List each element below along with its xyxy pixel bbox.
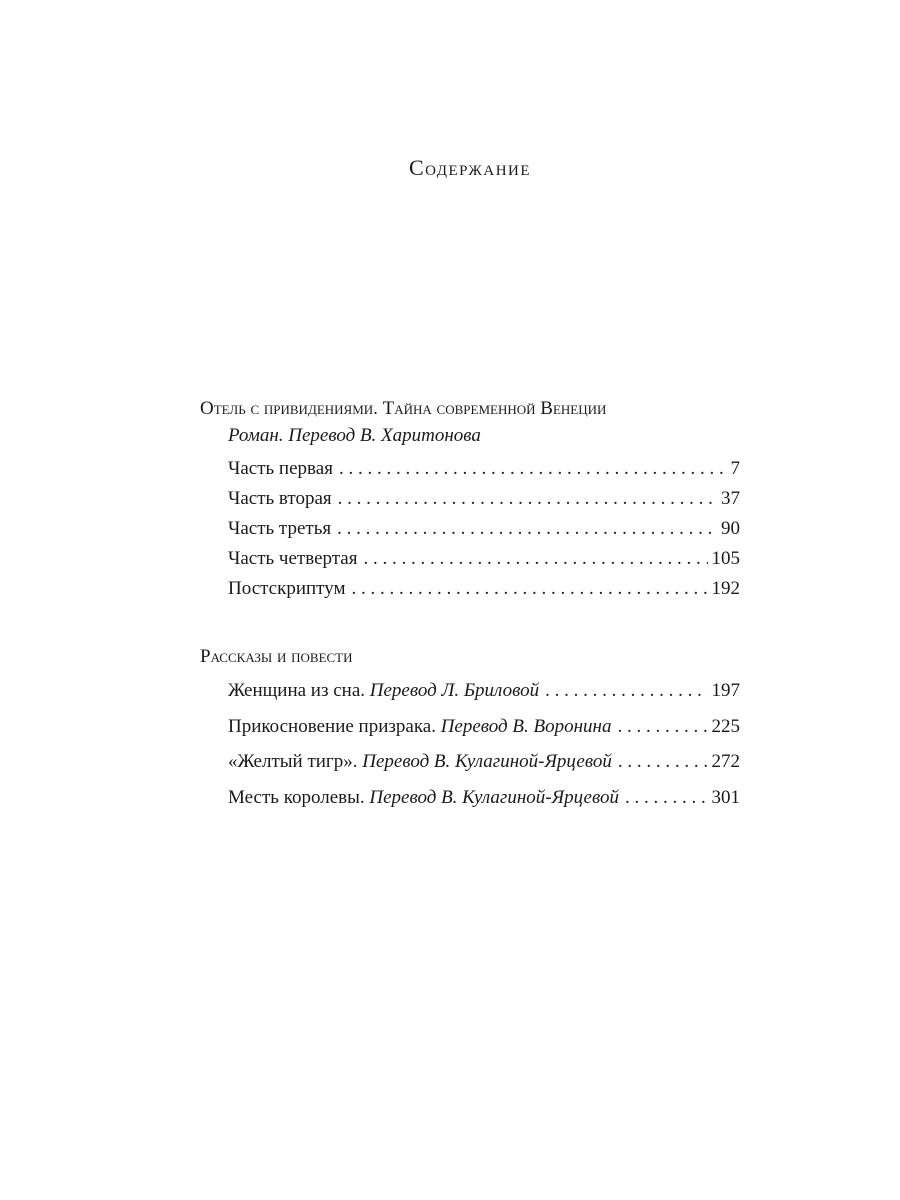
toc-entry-page: 90 (721, 518, 740, 539)
dot-leader (625, 787, 708, 809)
toc-entry-label: Часть первая (228, 458, 333, 479)
toc-entry-page: 301 (711, 786, 740, 808)
dot-leader (339, 458, 727, 480)
story-translator: Перевод Л. Бриловой (369, 680, 540, 701)
story-translator: Перевод В. Воронина (440, 715, 612, 737)
dot-leader (545, 680, 707, 702)
toc-entry[interactable] (228, 751, 740, 787)
toc-entry-label: Часть вторая (228, 488, 332, 509)
dot-leader (337, 518, 717, 540)
toc-entry[interactable] (228, 787, 740, 823)
toc-entry[interactable] (228, 548, 740, 578)
page-title: Содержание (408, 155, 532, 180)
toc-entry-label (228, 751, 612, 773)
section-subtitle-novel: Роман. Перевод В. Харитонова (228, 425, 481, 446)
toc-entry-label (228, 716, 611, 738)
story-title: «Желтый тигр». (228, 751, 358, 772)
toc-entry-label: Часть третья (228, 518, 332, 539)
toc-entry-page: 192 (711, 578, 740, 599)
section-heading-novel: Отель с привидениями. Тайна современной Венеции (200, 398, 607, 419)
story-translator: Перевод В. Кулагиной-Ярцевой (362, 751, 612, 772)
toc-entry-page: 272 (711, 751, 740, 772)
dot-leader (618, 751, 708, 773)
dot-leader (352, 578, 708, 600)
toc-entry-label: Постскриптум (228, 578, 346, 599)
toc-list-novel (228, 458, 740, 608)
dot-leader (363, 548, 707, 570)
dot-leader (617, 716, 707, 738)
toc-entry[interactable] (228, 458, 740, 488)
toc-entry-page: 37 (721, 488, 740, 509)
toc-entry-page: 7 (730, 458, 740, 479)
story-title: Месть королевы. (228, 786, 365, 808)
toc-entry-page: 225 (711, 715, 740, 737)
toc-entry[interactable] (228, 578, 740, 608)
toc-entry[interactable] (228, 716, 740, 752)
section-heading-stories: Рассказы и повести (200, 646, 353, 667)
story-translator: Перевод В. Кулагиной-Ярцевой (369, 786, 619, 808)
toc-list-stories (228, 680, 740, 822)
story-title: Прикосновение призрака. (228, 715, 436, 737)
toc-entry[interactable] (228, 488, 740, 518)
toc-entry[interactable] (228, 518, 740, 548)
toc-entry-page: 105 (711, 548, 740, 569)
dot-leader (338, 488, 717, 510)
toc-entry-label (228, 680, 539, 702)
toc-entry-label: Часть четвертая (228, 548, 358, 569)
toc-entry[interactable] (228, 680, 740, 716)
toc-entry-label (228, 787, 619, 809)
story-title: Женщина из сна. (228, 680, 366, 701)
toc-entry-page: 197 (711, 680, 740, 701)
